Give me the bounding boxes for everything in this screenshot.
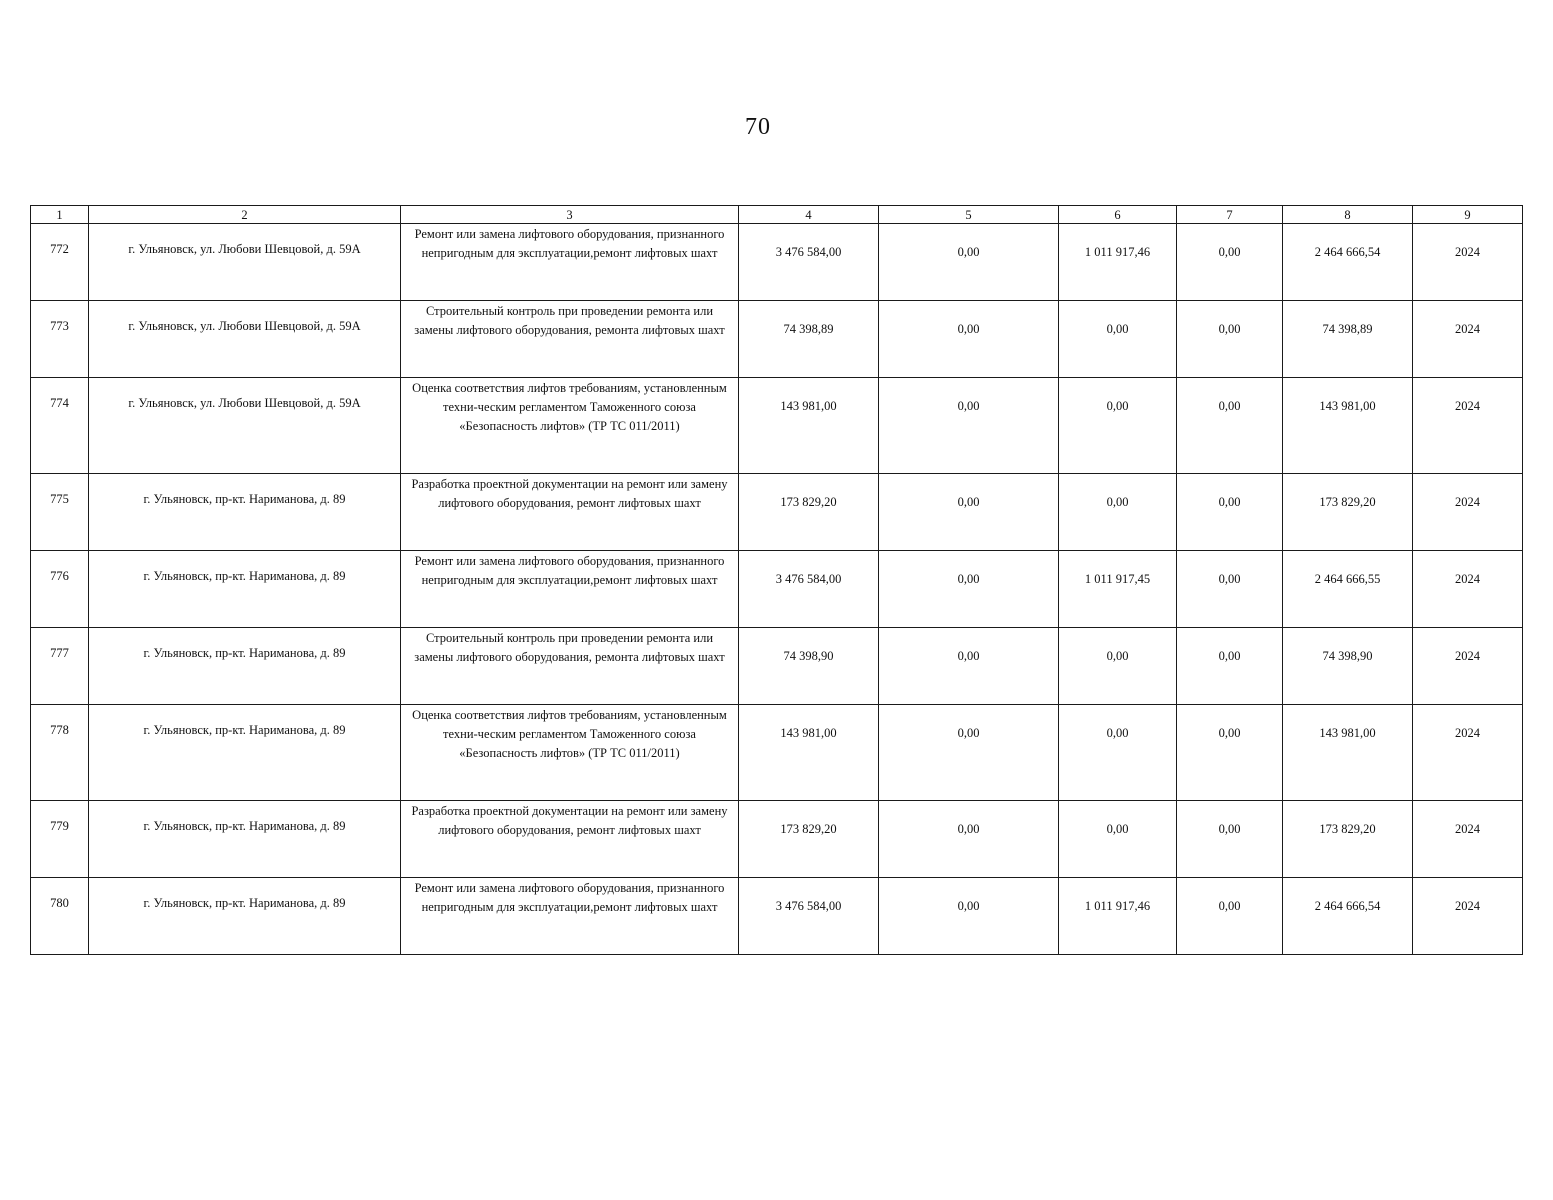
row-col-8: 143 981,00 (1283, 378, 1413, 474)
row-col-6: 1 011 917,45 (1059, 551, 1177, 628)
row-col-7: 0,00 (1177, 474, 1283, 551)
works-table-container (30, 205, 1522, 955)
row-year: 2024 (1413, 878, 1523, 955)
row-address: г. Ульяновск, пр-кт. Нариманова, д. 89 (89, 878, 401, 955)
row-work-type: Ремонт или замена лифтового оборудования, признанного непригодным для эксплуатации,ремонт лифтовых шахт (401, 551, 739, 628)
row-col-6: 0,00 (1059, 378, 1177, 474)
row-work-type: Ремонт или замена лифтового оборудования, признанного непригодным для эксплуатации,ремонт лифтовых шахт (401, 878, 739, 955)
row-year: 2024 (1413, 801, 1523, 878)
row-col-7: 0,00 (1177, 628, 1283, 705)
row-number: 772 (31, 224, 89, 301)
row-col-8: 2 464 666,54 (1283, 224, 1413, 301)
table-body (31, 224, 1523, 955)
row-col-4: 3 476 584,00 (739, 224, 879, 301)
row-year: 2024 (1413, 474, 1523, 551)
row-col-8: 143 981,00 (1283, 705, 1413, 801)
row-number: 779 (31, 801, 89, 878)
row-number: 774 (31, 378, 89, 474)
header-col-8: 8 (1283, 206, 1413, 224)
header-col-2: 2 (89, 206, 401, 224)
row-col-6: 1 011 917,46 (1059, 224, 1177, 301)
row-col-8: 74 398,89 (1283, 301, 1413, 378)
row-col-5: 0,00 (879, 224, 1059, 301)
table-row (31, 705, 1523, 801)
header-col-5: 5 (879, 206, 1059, 224)
table-row (31, 551, 1523, 628)
row-col-5: 0,00 (879, 551, 1059, 628)
row-col-6: 0,00 (1059, 301, 1177, 378)
row-col-5: 0,00 (879, 378, 1059, 474)
row-address: г. Ульяновск, пр-кт. Нариманова, д. 89 (89, 705, 401, 801)
row-work-type: Разработка проектной документации на ремонт или замену лифтового оборудования, ремонт лифтовых шахт (401, 474, 739, 551)
row-col-7: 0,00 (1177, 301, 1283, 378)
row-number: 775 (31, 474, 89, 551)
row-col-4: 74 398,89 (739, 301, 879, 378)
row-col-7: 0,00 (1177, 801, 1283, 878)
row-col-4: 173 829,20 (739, 474, 879, 551)
row-col-4: 143 981,00 (739, 705, 879, 801)
row-work-type: Разработка проектной документации на ремонт или замену лифтового оборудования, ремонт лифтовых шахт (401, 801, 739, 878)
row-col-6: 0,00 (1059, 801, 1177, 878)
row-col-8: 2 464 666,54 (1283, 878, 1413, 955)
header-col-9: 9 (1413, 206, 1523, 224)
header-col-3: 3 (401, 206, 739, 224)
row-col-8: 173 829,20 (1283, 474, 1413, 551)
row-col-5: 0,00 (879, 705, 1059, 801)
row-work-type: Строительный контроль при проведении ремонта или замены лифтового оборудования, ремонта лифтовых шахт (401, 628, 739, 705)
row-col-6: 0,00 (1059, 705, 1177, 801)
row-number: 780 (31, 878, 89, 955)
header-col-6: 6 (1059, 206, 1177, 224)
row-col-6: 0,00 (1059, 474, 1177, 551)
row-year: 2024 (1413, 628, 1523, 705)
row-year: 2024 (1413, 551, 1523, 628)
row-work-type: Оценка соответствия лифтов требованиям, установленным техни-ческим регламентом Таможенного союза «Безопасность лифтов» (ТР ТС 011/2011) (401, 705, 739, 801)
row-year: 2024 (1413, 378, 1523, 474)
row-col-4: 143 981,00 (739, 378, 879, 474)
row-col-4: 74 398,90 (739, 628, 879, 705)
row-col-4: 3 476 584,00 (739, 878, 879, 955)
row-year: 2024 (1413, 224, 1523, 301)
row-address: г. Ульяновск, пр-кт. Нариманова, д. 89 (89, 801, 401, 878)
row-number: 776 (31, 551, 89, 628)
row-col-8: 173 829,20 (1283, 801, 1413, 878)
table-row (31, 801, 1523, 878)
header-col-4: 4 (739, 206, 879, 224)
row-col-6: 1 011 917,46 (1059, 878, 1177, 955)
table-row (31, 474, 1523, 551)
row-col-5: 0,00 (879, 301, 1059, 378)
table-row (31, 378, 1523, 474)
row-year: 2024 (1413, 705, 1523, 801)
page-number: 70 (745, 114, 771, 140)
row-address: г. Ульяновск, ул. Любови Шевцовой, д. 59А (89, 378, 401, 474)
row-address: г. Ульяновск, пр-кт. Нариманова, д. 89 (89, 474, 401, 551)
row-col-7: 0,00 (1177, 551, 1283, 628)
table-row (31, 224, 1523, 301)
works-table (30, 205, 1523, 955)
row-address: г. Ульяновск, пр-кт. Нариманова, д. 89 (89, 628, 401, 705)
row-work-type: Строительный контроль при проведении ремонта или замены лифтового оборудования, ремонта лифтовых шахт (401, 301, 739, 378)
header-row (31, 206, 1523, 224)
row-work-type: Ремонт или замена лифтового оборудования, признанного непригодным для эксплуатации,ремонт лифтовых шахт (401, 224, 739, 301)
row-col-5: 0,00 (879, 628, 1059, 705)
row-col-7: 0,00 (1177, 878, 1283, 955)
table-row (31, 301, 1523, 378)
row-number: 777 (31, 628, 89, 705)
row-address: г. Ульяновск, ул. Любови Шевцовой, д. 59А (89, 301, 401, 378)
row-col-7: 0,00 (1177, 705, 1283, 801)
header-col-1: 1 (31, 206, 89, 224)
row-col-5: 0,00 (879, 878, 1059, 955)
row-col-6: 0,00 (1059, 628, 1177, 705)
row-col-8: 74 398,90 (1283, 628, 1413, 705)
row-address: г. Ульяновск, ул. Любови Шевцовой, д. 59А (89, 224, 401, 301)
table-header (31, 206, 1523, 224)
row-col-5: 0,00 (879, 474, 1059, 551)
row-year: 2024 (1413, 301, 1523, 378)
row-col-7: 0,00 (1177, 378, 1283, 474)
row-address: г. Ульяновск, пр-кт. Нариманова, д. 89 (89, 551, 401, 628)
header-col-7: 7 (1177, 206, 1283, 224)
table-row (31, 878, 1523, 955)
row-col-8: 2 464 666,55 (1283, 551, 1413, 628)
row-number: 773 (31, 301, 89, 378)
row-col-7: 0,00 (1177, 224, 1283, 301)
table-row (31, 628, 1523, 705)
row-work-type: Оценка соответствия лифтов требованиям, установленным техни-ческим регламентом Таможенного союза «Безопасность лифтов» (ТР ТС 011/2011) (401, 378, 739, 474)
row-col-5: 0,00 (879, 801, 1059, 878)
row-number: 778 (31, 705, 89, 801)
row-col-4: 173 829,20 (739, 801, 879, 878)
row-col-4: 3 476 584,00 (739, 551, 879, 628)
